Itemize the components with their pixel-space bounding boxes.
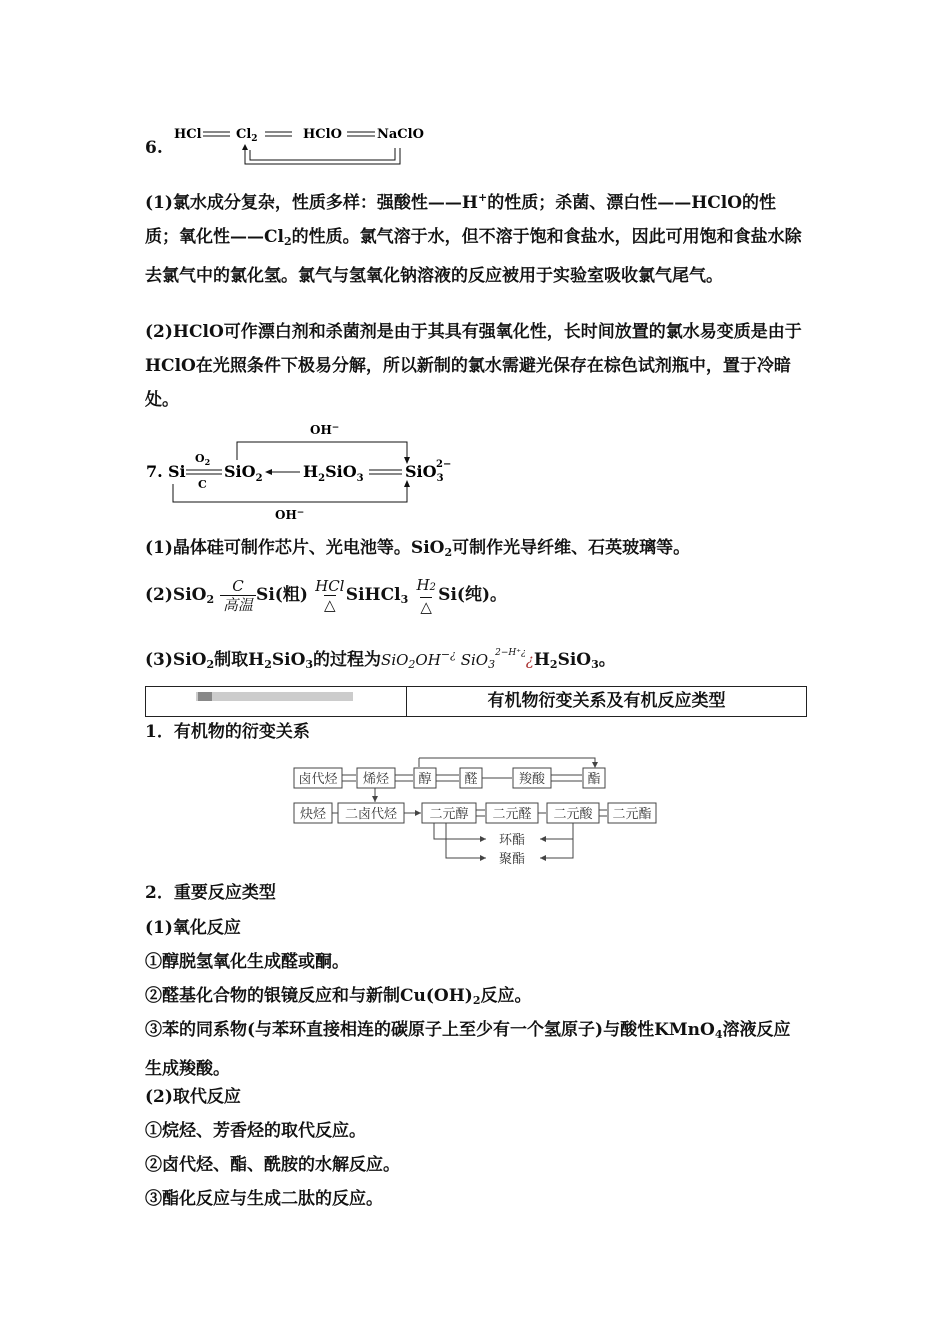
s6-paragraph-1: (1)氯水成分复杂，性质多样：强酸性——H+的性质；杀菌、漂白性——HClO的性质；氧化性$——Cl_2$的性质。氯气溶于水，但不溶于饱和食盐水，因此可用饱和食盐水除去氯气中的氯化氢。氯气与氢氧化钠溶液的反应被用于实验室吸收氯气尾气。 (145, 191, 802, 286)
oxidation-item-3: ③苯的同系物(与苯环直接相连的碳原子上至少有一个氢原子)与酸性KMnO$_4$溶液反应生成羧酸。 (145, 1020, 791, 1079)
oh-bottom-label: OH− (275, 508, 305, 522)
box-acid: 羧酸 (518, 772, 546, 787)
hclo-label: HClO (303, 127, 342, 142)
box-diester: 二元酯 (612, 807, 652, 822)
hcl-label: HCl (174, 127, 202, 142)
box-ester: 酯 (587, 772, 601, 787)
h2sio3-label: $H_2SiO_3$ (303, 462, 364, 484)
arrow-c-high-temp: C 高温 (220, 578, 256, 613)
org-heading-2: 2．重要反应类型 (145, 883, 276, 903)
garbled-formula: SiO$_2$OH−¿ SiO$_3^{2-H^+¿}$¿ (381, 648, 534, 671)
silicon-cycle-diagram (140, 420, 470, 525)
o2-label: $O_2$ (195, 452, 211, 467)
org-heading-1: 1．有机物的衍变关系 (145, 722, 310, 742)
box-cyclic-ester: 环酯 (498, 833, 526, 848)
header-decor-bar (196, 692, 353, 701)
oxidation-item-1: ①醇脱氢氧化生成醛或酮。 (145, 952, 349, 972)
box-alkene: 烯烃 (362, 772, 390, 787)
s7-line-2: (2)SiO$_2$ C 高温 Si(粗) HCl △ SiHCl$_3$ H2 △ Si(纯)。 (145, 575, 507, 616)
box-alcohol: 醇 (418, 772, 432, 787)
chlorine-cycle-diagram (170, 120, 430, 170)
sio3-charge: 2− (436, 459, 452, 470)
arrow-h2-heat: H2 △ (416, 575, 436, 616)
substitution-item-2: ②卤代烃、酯、酰胺的水解反应。 (145, 1155, 400, 1175)
box-dialdehyde: 二元醛 (492, 807, 532, 822)
sio3-label: SiO$_3$ (405, 462, 444, 484)
oh-top-label: OH− (310, 423, 340, 437)
box-alkyne: 炔烃 (299, 807, 327, 822)
box-polyester: 聚酯 (498, 852, 526, 867)
s7-line-1: (1)晶体硅可制作芯片、光电池等。SiO$_2$可制作光导纤维、石英玻璃等。 (145, 538, 691, 559)
box-diol: 二元醇 (429, 807, 469, 822)
box-dihalide: 二卤代烃 (344, 807, 398, 822)
oxidation-heading: (1)氧化反应 (145, 918, 241, 938)
oxidation-item-2: ②醛基化合物的银镜反应和与新制$Cu(OH)_2$反应。 (145, 986, 532, 1007)
c-label: C (198, 478, 207, 491)
item-6-number: 6. (145, 138, 163, 158)
s6-paragraph-2: (2)HClO可作漂白剂和杀菌剂是由于其具有强氧化性，长时间放置的氯水易变质是由于HClO在光照条件下极易分解，所以新制的氯水需避光保存在棕色试剂瓶中，置于冷暗处。 (145, 322, 802, 410)
substitution-heading: (2)取代反应 (145, 1087, 241, 1107)
si-label: Si (168, 462, 186, 481)
header-left-cell (146, 687, 407, 716)
box-aldehyde: 醛 (464, 772, 478, 787)
arrow-hcl-heat: HCl △ (315, 577, 345, 614)
substitution-item-3: ③酯化反应与生成二肽的反应。 (145, 1189, 383, 1209)
box-haloalkane: 卤代烃 (298, 772, 338, 787)
header-icon (198, 692, 212, 701)
section-header-table (145, 686, 807, 717)
header-title: 有机物衍变关系及有机反应类型 (487, 691, 726, 711)
cl2-label: $Cl_2$ (236, 127, 258, 144)
substitution-item-1: ①烷烃、芳香烃的取代反应。 (145, 1121, 366, 1141)
organic-transformation-diagram (290, 755, 660, 870)
sio2-label: SiO$_2$ (224, 462, 263, 484)
box-diacid: 二元酸 (553, 807, 593, 822)
s7-line-3: (3)SiO$_2$制取$H_2SiO_3$的过程为SiO$_2$OH−¿ $SiO_3^{2-H^+¿}¿H_2SiO_3$。 (145, 648, 616, 671)
naclo-label: NaClO (377, 127, 424, 142)
item-7-number: 7. (146, 462, 163, 481)
